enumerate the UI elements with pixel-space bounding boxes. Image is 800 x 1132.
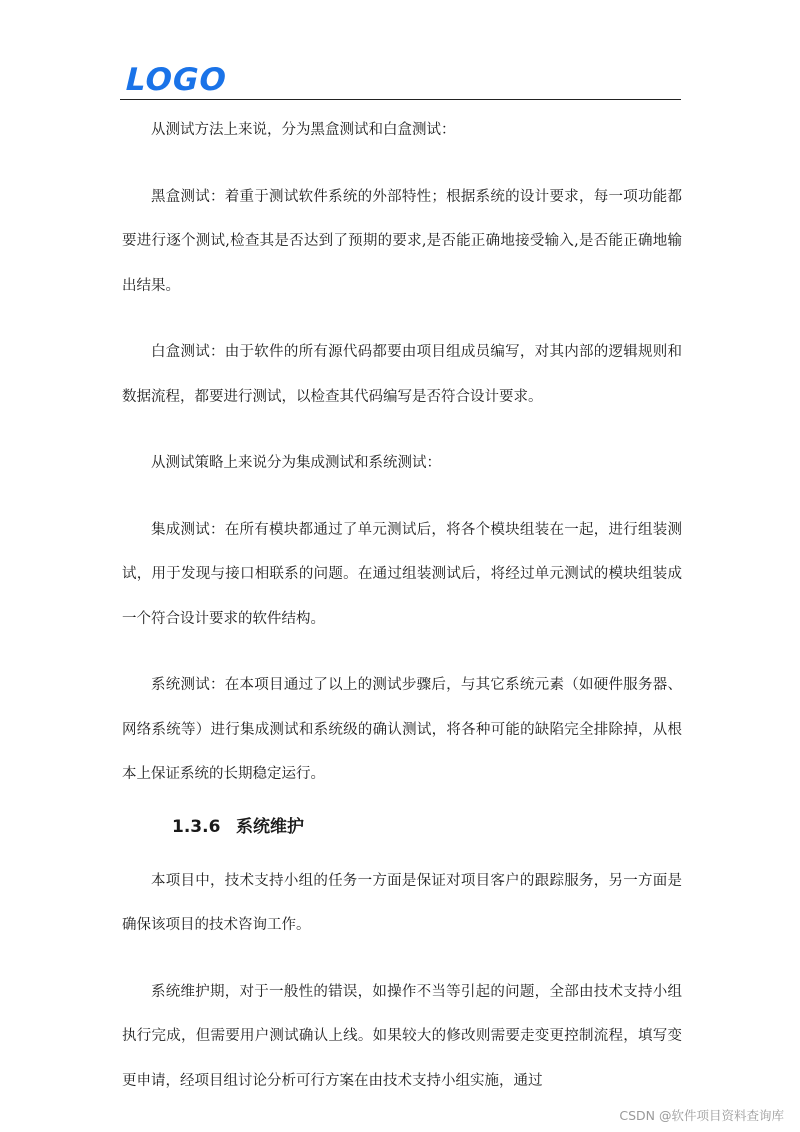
paragraph-white-box: 白盒测试：由于软件的所有源代码都要由项目组成员编写，对其内部的逻辑规则和数据流程，都要进行测试，以检查其代码编写是否符合设计要求。 bbox=[122, 344, 682, 405]
paragraph-maintenance: 系统维护期，对于一般性的错误，如操作不当等引起的问题，全部由技术支持小组执行完成，但需要用户测试确认上线。如果较大的修改则需要走变更控制流程，填写变更申请，经项目组讨论分析可行方案在由技术支持小组实施，通过 bbox=[122, 983, 682, 1089]
paragraph-black-box: 黑盒测试：着重于测试软件系统的外部特性；根据系统的设计要求，每一项功能都要进行逐个测试,检查其是否达到了预期的要求,是否能正确地接受输入,是否能正确地输出结果。 bbox=[122, 188, 682, 294]
paragraph-tech-support: 本项目中，技术支持小组的任务一方面是保证对项目客户的跟踪服务，另一方面是确保该项目的技术咨询工作。 bbox=[122, 872, 682, 933]
watermark: CSDN @软件项目资料查询库 bbox=[619, 1108, 784, 1123]
section-title: 系统维护 bbox=[236, 816, 304, 837]
paragraph-test-methods: 从测试方法上来说，分为黑盒测试和白盒测试： bbox=[151, 122, 456, 138]
document-body bbox=[122, 108, 682, 1103]
logo: LOGO bbox=[125, 62, 228, 98]
paragraph-test-strategy: 从测试策略上来说分为集成测试和系统测试： bbox=[151, 455, 441, 471]
header-divider bbox=[120, 99, 681, 100]
section-heading bbox=[122, 805, 682, 849]
paragraph-system-test: 系统测试：在本项目通过了以上的测试步骤后，与其它系统元素（如硬件服务器、网络系统等）进行集成测试和系统级的确认测试，将各种可能的缺陷完全排除掉，从根本上保证系统的长期稳定运行。 bbox=[122, 677, 682, 782]
paragraph-integration-test: 集成测试：在所有模块都通过了单元测试后，将各个模块组装在一起，进行组装测试，用于发现与接口相联系的问题。在通过组装测试后，将经过单元测试的模块组装成一个符合设计要求的软件结构。 bbox=[122, 521, 682, 627]
section-number: 1.3.6 bbox=[172, 816, 221, 837]
